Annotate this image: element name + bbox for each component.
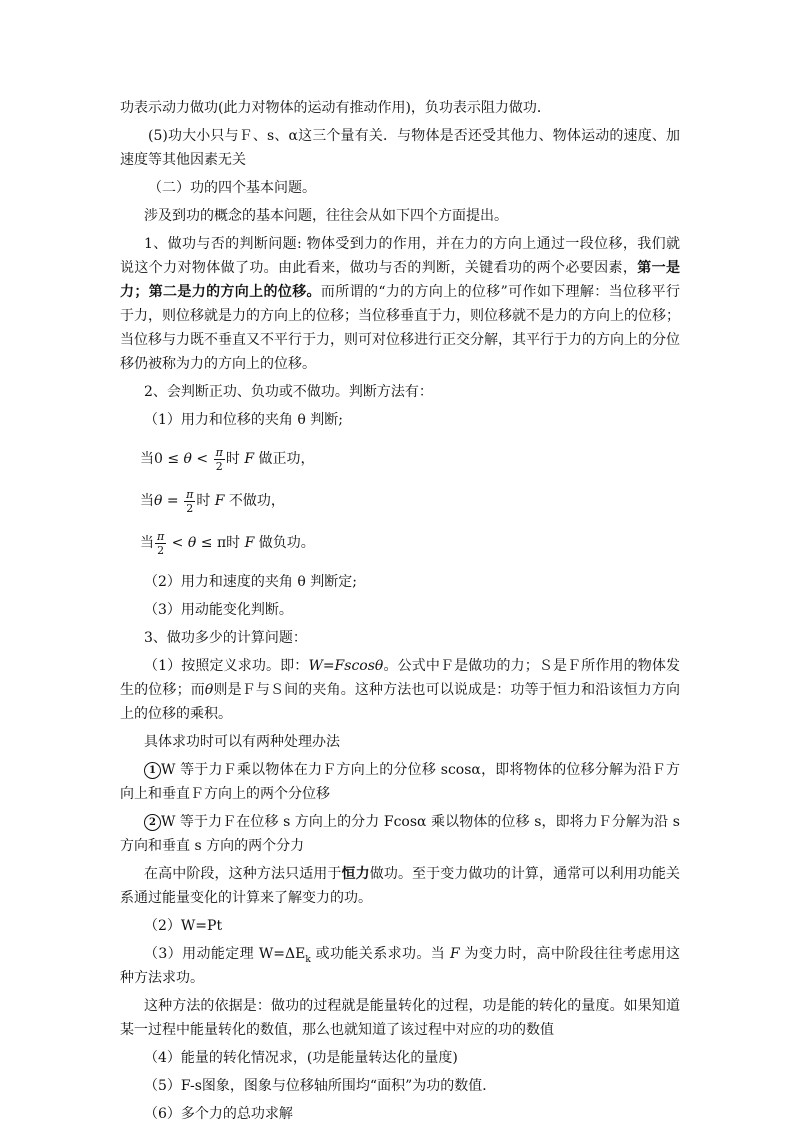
fraction-pi-over-2: $\frac{\pi}{2}$ [186, 487, 194, 515]
method-kinetic-energy: （3）用动能变化判断。 [144, 602, 293, 618]
paragraph-sign-methods: 2、会判断正功、负功或不做功。判断方法有： [144, 384, 433, 400]
document-body [120, 96, 680, 1130]
method-f-s-graph: （5）F-s图象，图象与位移轴所围均“面积”为功的数值． [144, 1078, 497, 1094]
method-kinetic-theorem: （3）用动能定理 $W=\Delta E_k$ 或功能关系求功。当 F 为变力时，高中阶段往往考虑用这种方法求功。 [120, 946, 680, 986]
paragraph-two-ways: 具体求功时可以有两种处理办法 [144, 734, 340, 750]
formula-negative-work: 当 $\frac{\pi}{2}$ < θ ≤ π时 F 做负功。 [140, 529, 315, 557]
list-item-way-1: 1 W 等于力Ｆ乘以物体在力Ｆ方向上的分位移 scosα，即将物体的位移分解为沿Ｆ方向上和垂直Ｆ方向上的两个分位移 [120, 762, 680, 802]
fraction-pi-over-2: $\frac{\pi}{2}$ [215, 445, 223, 473]
method-angle-velocity: （2）用力和速度的夹角 θ 判断定; [144, 574, 357, 590]
paragraph-calc-heading: 3、做功多少的计算问题： [144, 630, 307, 646]
paragraph-energy-basis: 这种方法的依据是：做功的过程就是能量转化的过程，功是能的转化的量度。如果知道某一过程中能量转化的数值，那么也就知道了该过程中对应的功的数值 [120, 998, 680, 1038]
paragraph-work-sign: 功表示动力做功(此力对物体的运动有推动作用)，负功表示阻力做功． [120, 100, 551, 116]
paragraph-work-factors: (5)功大小只与Ｆ、s、α这三个量有关．与物体是否还受其他力、物体运动的速度、加速度等其他因素无关 [120, 128, 680, 168]
formula-positive-work: 当0 ≤ θ < $\frac{\pi}{2}$ 时 F 做正功， [140, 445, 315, 473]
method-total-work: （6）多个力的总功求解 [144, 1106, 293, 1122]
circled-number-2: 2 [144, 814, 161, 831]
list-item-way-2: 2 W 等于力Ｆ在位移 s 方向上的分力 Fcosα 乘以物体的位移 s，即将力Ｆ分解为沿 s 方向和垂直 s 方向的两个分力 [120, 814, 680, 854]
method-power-time: （2）W=Pt [144, 918, 223, 934]
fraction-pi-over-2: $\frac{\pi}{2}$ [157, 529, 165, 557]
method-energy-conversion: （4）能量的转化情况求，(功是能量转达化的量度) [144, 1050, 458, 1066]
section-heading: （二）功的四个基本问题。 [148, 180, 316, 196]
paragraph-intro: 涉及到功的概念的基本问题，往往会从如下四个方面提出。 [144, 208, 508, 224]
formula-zero-work: 当θ = $\frac{\pi}{2}$ 时 F 不做功， [140, 487, 285, 515]
key-factors: 第一是力；第二是力的方向上的位移。 [120, 260, 681, 300]
circled-number-1: 1 [144, 762, 161, 779]
paragraph-definition-method: （1）按照定义求功。即：W=Fscosθ。公式中Ｆ是做功的力；Ｓ是Ｆ所作用的物体发生的位移；而θ则是Ｆ与Ｓ间的夹角。这种方法也可以说成是：功等于恒力和沿该恒力方向上的位移的乘积。 [120, 658, 681, 722]
method-angle-displacement: （1）用力和位移的夹角 θ 判断; [144, 412, 343, 428]
paragraph-constant-force: 在高中阶段，这种方法只适用于恒力做功。至于变力做功的计算，通常可以利用功能关系通过能量变化的计算来了解变力的功。 [120, 866, 681, 906]
work-formula: W=Fscosθ [308, 658, 384, 674]
paragraph-work-judgement: 1、做功与否的判断问题: 物体受到力的作用，并在力的方向上通过一段位移，我们就说这个力对物体做了功。由此看来，做功与否的判断，关键看功的两个必要因素，第一是力；第二是力的方向上的位移。而所谓的“力的方向上的位移”可作如下理解：当位移平行于力，则位移就是力的方向上的位移；当位移垂直于力，则位移就不是力的方向上的位移；当位移与力既不垂直又不平行于力，则可对位移进行正交分解，其平行于力的方向上的分位移仍被称为力的方向上的位移。 [120, 236, 681, 372]
